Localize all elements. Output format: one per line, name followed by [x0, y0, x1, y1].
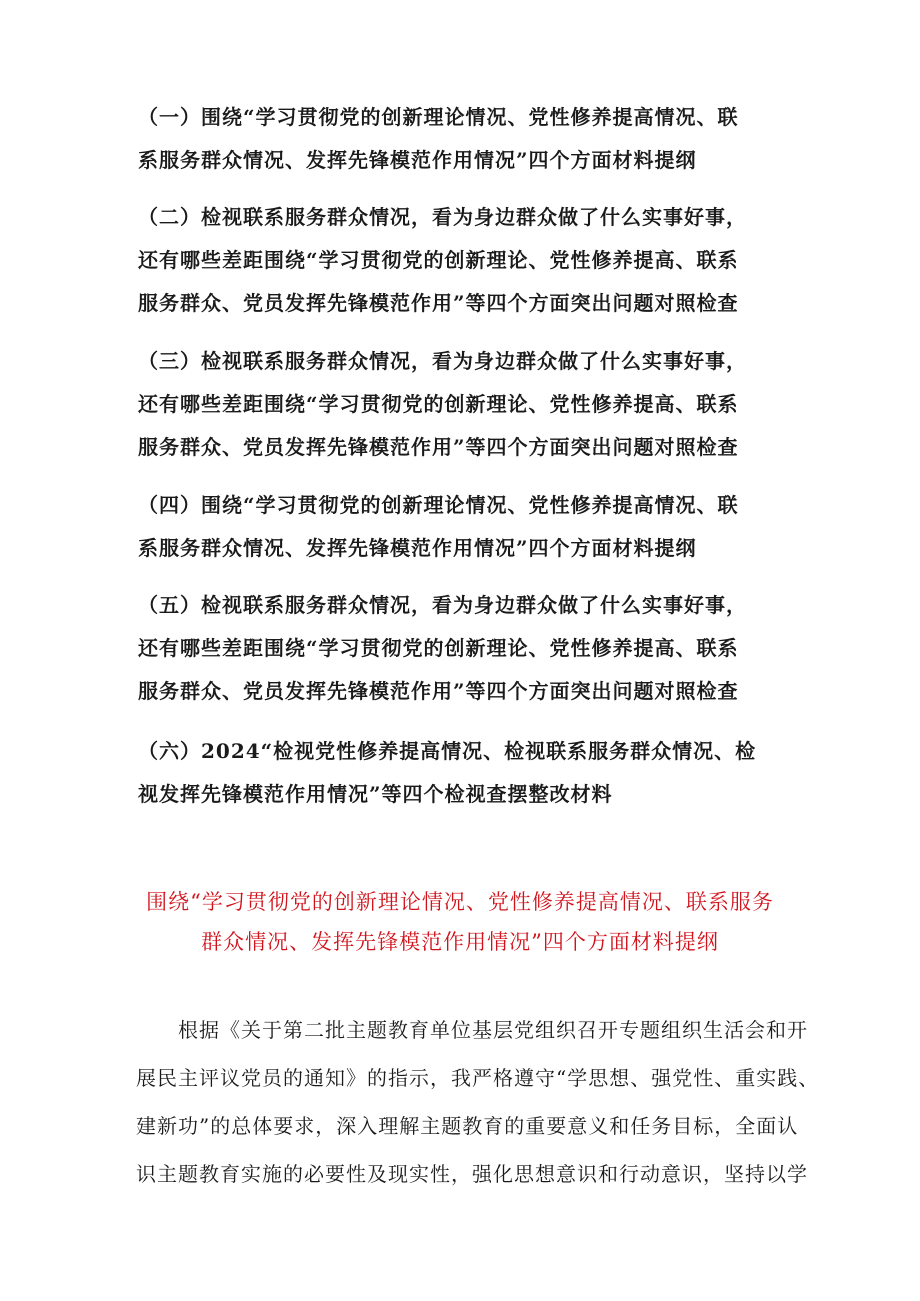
toc-item-6[interactable]	[138, 730, 778, 816]
toc-line: 视发挥先锋模范作用情况”等四个检视查摆整改材料	[138, 782, 613, 806]
toc-line: 还有哪些差距围绕“学习贯彻党的创新理论、党性修养提高、联系	[138, 248, 739, 272]
toc-item-5[interactable]	[138, 584, 778, 713]
toc-line: 服务群众、党员发挥先锋模范作用”等四个方面突出问题对照检查	[138, 435, 739, 459]
body-paragraph	[136, 1006, 820, 1198]
toc-line: （六）2024“检视党性修养提高情况、检视联系服务群众情况、检	[138, 739, 757, 763]
body-line: 建新功”的总体要求，深入理解主题教育的重要意义和任务目标，全面认	[136, 1114, 799, 1138]
toc-item-2[interactable]	[138, 196, 778, 325]
toc-line: 还有哪些差距围绕“学习贯彻党的创新理论、党性修养提高、联系	[138, 392, 739, 416]
toc-line: （二）检视联系服务群众情况，看为身边群众做了什么实事好事，	[138, 205, 747, 229]
body-line: 展民主评议党员的通知》的指示，我严格遵守“学思想、强党性、重实践、	[136, 1066, 820, 1090]
toc-line: （三）检视联系服务群众情况，看为身边群众做了什么实事好事，	[138, 349, 747, 373]
section-heading	[0, 882, 920, 962]
toc-line: 服务群众、党员发挥先锋模范作用”等四个方面突出问题对照检查	[138, 679, 739, 703]
toc-line: 服务群众、党员发挥先锋模范作用”等四个方面突出问题对照检查	[138, 291, 739, 315]
heading-line: 围绕“学习贯彻党的创新理论情况、党性修养提高情况、联系服务	[146, 890, 774, 914]
toc-line: 还有哪些差距围绕“学习贯彻党的创新理论、党性修养提高、联系	[138, 636, 739, 660]
toc-item-1[interactable]	[138, 96, 778, 182]
body-line: 识主题教育实施的必要性及现实性，强化思想意识和行动意识，坚持以学	[136, 1162, 808, 1186]
toc-line: （五）检视联系服务群众情况，看为身边群众做了什么实事好事，	[138, 593, 747, 617]
toc-item-3[interactable]	[138, 340, 778, 469]
toc-line: （一）围绕“学习贯彻党的创新理论情况、党性修养提高情况、联	[138, 105, 739, 129]
heading-line: 群众情况、发挥先锋模范作用情况”四个方面材料提纲	[201, 930, 719, 954]
body-line: 根据《关于第二批主题教育单位基层党组织召开专题组织生活会和开	[136, 1018, 808, 1042]
toc-item-4[interactable]	[138, 484, 778, 570]
toc-line: 系服务群众情况、发挥先锋模范作用情况”四个方面材料提纲	[138, 536, 697, 560]
toc-line: 系服务群众情况、发挥先锋模范作用情况”四个方面材料提纲	[138, 148, 697, 172]
toc-line: （四）围绕“学习贯彻党的创新理论情况、党性修养提高情况、联	[138, 493, 739, 517]
